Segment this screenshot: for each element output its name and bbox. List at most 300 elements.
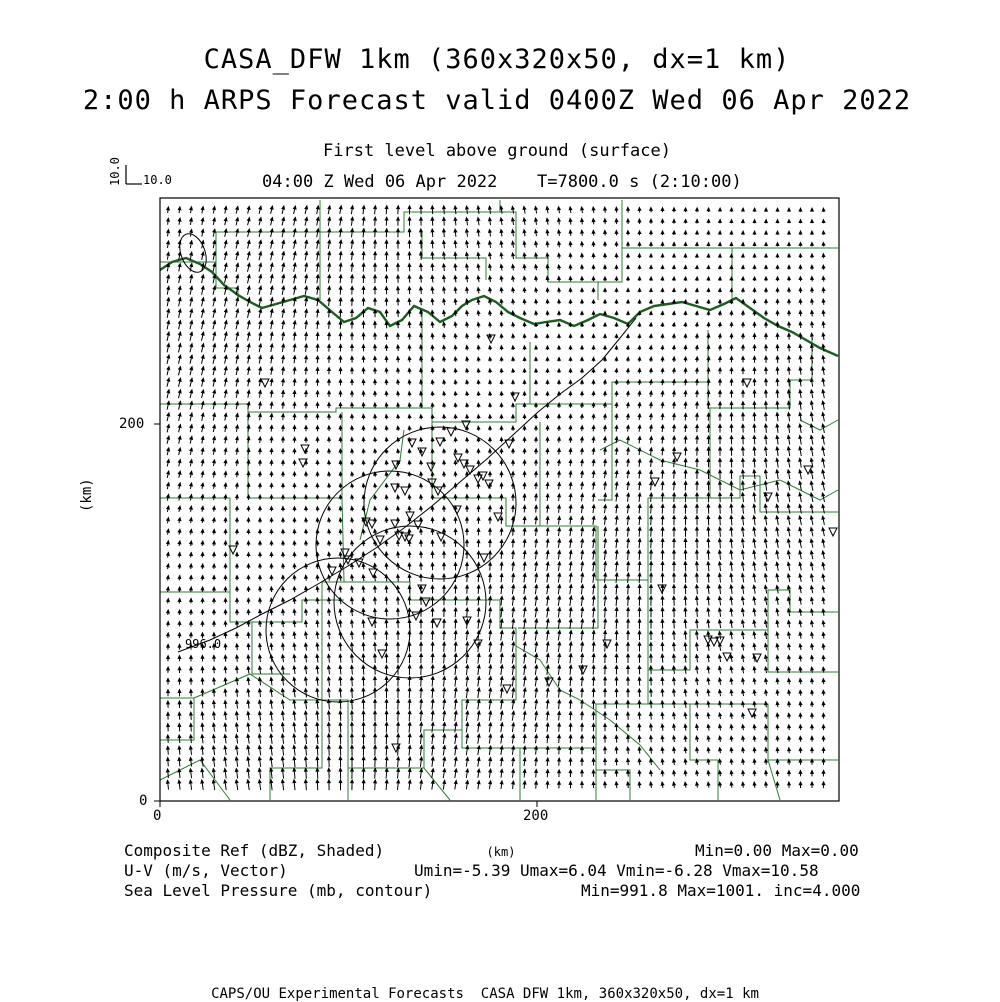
wind-vector-head — [489, 608, 492, 611]
wind-vector-head — [822, 208, 825, 211]
wind-vector-head — [788, 413, 791, 416]
wind-vector-head — [799, 322, 802, 325]
wind-vector-head — [236, 367, 239, 370]
wind-vector-head — [753, 504, 756, 507]
wind-vector-head — [569, 654, 572, 657]
wind-vector-head — [202, 309, 205, 312]
wind-vector-head — [661, 527, 664, 530]
wind-vector-head — [523, 574, 526, 577]
wind-vector-head — [673, 493, 676, 496]
wind-vector-head — [535, 218, 538, 221]
wind-vector-head — [167, 599, 170, 602]
wind-vector-head — [500, 323, 503, 326]
wind-vector-head — [178, 448, 181, 451]
wind-vector-head — [776, 254, 779, 257]
wind-vector-head — [638, 403, 641, 406]
wind-vector-head — [661, 689, 664, 692]
wind-vector-head — [305, 379, 308, 382]
wind-vector-head — [247, 587, 250, 590]
wind-vector-head — [397, 368, 400, 371]
wind-vector-head — [822, 656, 825, 659]
wind-vector-head — [569, 335, 572, 338]
wind-vector-head — [753, 493, 756, 496]
wind-vector-head — [661, 266, 664, 269]
wind-vector-head — [466, 380, 469, 383]
wind-vector-head — [259, 484, 262, 487]
wind-vector-head — [294, 240, 297, 243]
wind-vector-head — [247, 507, 250, 510]
wind-vector-head — [454, 654, 457, 657]
wind-vector-head — [719, 655, 722, 658]
wind-vector-head — [581, 608, 584, 611]
wind-vector-head — [799, 481, 802, 484]
wind-vector-head — [190, 436, 193, 439]
wind-vector-head — [742, 277, 745, 280]
wind-vector-head — [742, 243, 745, 246]
wind-vector-head — [730, 585, 733, 588]
wind-vector-head — [454, 252, 457, 255]
wind-vector-head — [558, 539, 561, 542]
wind-vector-head — [684, 666, 687, 669]
wind-vector-head — [224, 655, 227, 658]
wind-vector-head — [167, 367, 170, 370]
wind-vector-head — [316, 344, 319, 347]
wind-vector-head — [328, 598, 331, 601]
wind-vector-head — [811, 367, 814, 370]
wind-vector-head — [454, 574, 457, 577]
wind-vector-head — [408, 229, 411, 232]
wind-vector-head — [684, 436, 687, 439]
wind-vector-head — [247, 667, 250, 670]
wind-vector-head — [673, 312, 676, 315]
wind-vector-head — [339, 298, 342, 301]
wind-vector-head — [408, 688, 411, 691]
wind-vector-head — [351, 310, 354, 313]
wind-vector-head — [569, 494, 572, 497]
wind-vector-head — [374, 426, 377, 429]
wind-vector-head — [385, 415, 388, 418]
wind-vector-head — [673, 436, 676, 439]
wind-vector-head — [316, 553, 319, 556]
wind-vector-head — [270, 414, 273, 417]
wind-vector-head — [247, 367, 250, 370]
wind-vector-head — [547, 631, 550, 634]
wind-vector-head — [742, 690, 745, 693]
wind-vector-head — [742, 574, 745, 577]
wind-vector-head — [259, 576, 262, 579]
wind-vector-head — [569, 689, 572, 692]
wind-vector-head — [512, 562, 515, 565]
wind-vector-head — [822, 254, 825, 257]
wind-vector-head — [822, 586, 825, 589]
wind-vector-head — [661, 482, 664, 485]
wind-vector-head — [213, 610, 216, 613]
wind-vector-head — [604, 300, 607, 303]
wind-vector-head — [385, 597, 388, 600]
wind-vector-head — [190, 541, 193, 544]
wind-vector-head — [719, 413, 722, 416]
wind-vector-head — [627, 357, 630, 360]
wind-vector-head — [385, 484, 388, 487]
wind-vector-head — [167, 506, 170, 509]
wind-vector-head — [328, 206, 331, 209]
wind-vector-head — [615, 596, 618, 599]
wind-vector-head — [661, 334, 664, 337]
wind-vector-head — [546, 505, 549, 508]
wind-vector-head — [753, 390, 756, 393]
wind-vector-head — [431, 540, 434, 543]
wind-vector-head — [167, 309, 170, 312]
wind-vector-head — [512, 619, 515, 622]
wind-vector-head — [627, 505, 630, 508]
wind-vector-head — [776, 574, 779, 577]
wind-vector-head — [707, 493, 710, 496]
wind-vector-head — [615, 357, 618, 360]
wind-vector-head — [293, 309, 296, 312]
wind-vector-head — [615, 346, 618, 349]
wind-vector-head — [431, 369, 434, 372]
wind-vector-head — [650, 654, 653, 657]
wind-vector-head — [650, 482, 653, 485]
wind-vector-head — [316, 518, 319, 521]
wind-vector-head — [684, 690, 687, 693]
wind-vector-head — [270, 449, 273, 452]
wind-vector-head — [167, 656, 170, 659]
wind-vector-head — [362, 287, 365, 290]
wind-vector-head — [316, 530, 319, 533]
wind-vector-head — [742, 266, 745, 269]
wind-vector-head — [581, 277, 584, 280]
wind-vector-head — [270, 507, 273, 510]
wind-vector-head — [339, 666, 342, 669]
wind-vector-head — [236, 229, 239, 232]
wind-vector-head — [776, 208, 779, 211]
wind-vector-head — [362, 403, 365, 406]
wind-vector-head — [385, 643, 388, 646]
wind-vector-head — [293, 541, 296, 544]
wind-vector-head — [535, 619, 538, 622]
wind-vector-head — [512, 472, 515, 475]
wind-vector-head — [190, 286, 193, 289]
wind-vector-head — [500, 438, 503, 441]
wind-vector-head — [248, 263, 251, 266]
wind-vector-head — [224, 587, 227, 590]
wind-vector-head — [179, 286, 182, 289]
wind-vector-head — [408, 575, 411, 578]
wind-vector-head — [650, 277, 653, 280]
wind-vector-head — [201, 553, 204, 556]
wind-vector-head — [316, 507, 319, 510]
wind-vector-head — [236, 472, 239, 475]
wind-vector-head — [822, 413, 825, 416]
wind-vector-head — [799, 574, 802, 577]
wind-vector-head — [167, 448, 170, 451]
wind-vector-head — [776, 644, 779, 647]
wind-vector-head — [730, 481, 733, 484]
wind-vector-head — [627, 289, 630, 292]
wind-vector-head — [558, 517, 561, 520]
wind-vector-head — [650, 619, 653, 622]
wind-vector-head — [753, 516, 756, 519]
wind-vector-head — [466, 334, 469, 337]
wind-vector-head — [684, 562, 687, 565]
wind-vector-head — [190, 355, 193, 358]
wind-vector-head — [811, 288, 814, 291]
wind-vector-head — [730, 243, 733, 246]
wind-vector-head — [811, 656, 814, 659]
wind-vector-head — [328, 263, 331, 266]
wind-vector-head — [604, 608, 607, 611]
wind-vector-head — [305, 632, 308, 635]
wind-vector-head — [317, 252, 320, 255]
wind-vector-head — [293, 621, 296, 624]
wind-vector-head — [535, 277, 538, 280]
wind-vector-head — [397, 609, 400, 612]
wind-vector-head — [719, 368, 722, 371]
wind-vector-head — [397, 310, 400, 313]
wind-vector-head — [719, 266, 722, 269]
wind-vector-head — [477, 631, 480, 634]
wind-vector-head — [799, 379, 802, 382]
wind-vector-head — [362, 609, 365, 612]
wind-vector-head — [776, 367, 779, 370]
wind-vector-head — [201, 667, 204, 670]
wind-vector-head — [811, 322, 814, 325]
wind-vector-head — [167, 332, 170, 335]
wind-vector-head — [374, 206, 377, 209]
wind-vector-head — [225, 241, 228, 244]
wind-vector-head — [500, 288, 503, 291]
wind-vector-head — [270, 402, 273, 405]
wind-vector-head — [650, 562, 653, 565]
wind-vector-head — [271, 275, 274, 278]
wind-vector-head — [454, 585, 457, 588]
wind-vector-head — [638, 231, 641, 234]
wind-vector-head — [581, 516, 584, 519]
wind-vector-head — [190, 309, 193, 312]
wind-vector-head — [443, 574, 446, 577]
wind-vector-head — [523, 415, 526, 418]
wind-vector-head — [811, 401, 814, 404]
wind-vector-head — [236, 332, 239, 335]
wind-vector-head — [799, 447, 802, 450]
wind-vector-head — [339, 356, 342, 359]
wind-vector-head — [466, 597, 469, 600]
wind-vector-head — [247, 390, 250, 393]
wind-vector-head — [673, 219, 676, 222]
wind-vector-head — [178, 610, 181, 613]
wind-vector-head — [661, 678, 664, 681]
wind-vector-head — [638, 471, 641, 474]
wind-vector-head — [225, 309, 228, 312]
wind-vector-head — [477, 483, 480, 486]
wind-vector-head — [523, 449, 526, 452]
wind-vector-head — [293, 677, 296, 680]
wind-vector-head — [201, 207, 204, 210]
wind-vector-head — [454, 461, 457, 464]
wind-vector-head — [776, 458, 779, 461]
wind-vector-head — [765, 574, 768, 577]
wind-vector-head — [466, 563, 469, 566]
wind-vector-head — [178, 207, 181, 210]
wind-vector-head — [684, 678, 687, 681]
wind-vector-head — [684, 346, 687, 349]
wind-vector-head — [190, 460, 193, 463]
wind-vector-head — [454, 346, 457, 349]
wind-vector-head — [730, 504, 733, 507]
wind-vector-head — [799, 424, 802, 427]
wind-vector-head — [408, 552, 411, 555]
wind-vector-head — [592, 631, 595, 634]
wind-vector-head — [224, 495, 227, 498]
wind-vector-head — [362, 275, 365, 278]
wind-vector-head — [225, 252, 228, 255]
x-tick-200: 200 — [523, 809, 548, 823]
wind-vector-head — [788, 562, 791, 565]
wind-vector-head — [420, 415, 423, 418]
wind-vector-head — [673, 620, 676, 623]
wind-vector-head — [454, 206, 457, 209]
wind-vector-head — [684, 231, 687, 234]
wind-vector-head — [684, 459, 687, 462]
wind-vector-head — [673, 289, 676, 292]
wind-vector-head — [811, 333, 814, 336]
wind-vector-head — [822, 424, 825, 427]
wind-vector-head — [270, 541, 273, 544]
wind-vector-head — [742, 300, 745, 303]
vector-key-vertical-label: 10.0 — [109, 157, 121, 186]
wind-vector-head — [788, 632, 791, 635]
wind-vector-head — [454, 495, 457, 498]
wind-vector-head — [397, 495, 400, 498]
wind-vector-head — [190, 321, 193, 324]
wind-vector-head — [684, 631, 687, 634]
wind-vector-head — [294, 252, 297, 255]
wind-vector-head — [305, 495, 308, 498]
wind-vector-head — [351, 356, 354, 359]
wind-vector-head — [431, 438, 434, 441]
wind-vector-head — [477, 449, 480, 452]
wind-vector-head — [512, 311, 515, 314]
wind-vector-head — [765, 208, 768, 211]
wind-vector-head — [454, 449, 457, 452]
wind-vector-head — [546, 539, 549, 542]
wind-vector-head — [650, 689, 653, 692]
wind-vector-head — [305, 356, 308, 359]
wind-vector-head — [443, 229, 446, 232]
wind-vector-head — [673, 459, 676, 462]
wind-vector-head — [489, 241, 492, 244]
wind-vector-head — [466, 357, 469, 360]
wind-vector-head — [787, 504, 790, 507]
wind-vector-head — [454, 218, 457, 221]
wind-vector-head — [408, 357, 411, 360]
wind-vector-head — [466, 392, 469, 395]
wind-vector-head — [489, 253, 492, 256]
wind-vector-head — [213, 495, 216, 498]
wind-vector-head — [765, 390, 768, 393]
wind-vector-head — [696, 459, 699, 462]
wind-vector-head — [765, 632, 768, 635]
wind-vector-head — [385, 518, 388, 521]
wind-vector-head — [213, 564, 216, 567]
wind-vector-head — [810, 493, 813, 496]
wind-vector-head — [236, 587, 239, 590]
wind-vector-head — [684, 596, 687, 599]
wind-vector-head — [408, 426, 411, 429]
wind-vector-head — [270, 564, 273, 567]
wind-vector-head — [569, 426, 572, 429]
wind-vector-head — [673, 573, 676, 576]
wind-vector-head — [397, 380, 400, 383]
wind-vector-head — [604, 254, 607, 257]
wind-vector-head — [201, 425, 204, 428]
wind-vector-head — [650, 596, 653, 599]
wind-vector-head — [167, 218, 170, 221]
wind-vector-head — [719, 220, 722, 223]
wind-vector-head — [339, 632, 342, 635]
wind-vector-head — [478, 688, 481, 691]
wind-vector-head — [696, 289, 699, 292]
wind-vector-head — [328, 368, 331, 371]
wind-vector-head — [431, 206, 434, 209]
wind-vector-head — [178, 564, 181, 567]
wind-vector-head — [638, 689, 641, 692]
wind-vector-head — [650, 334, 653, 337]
wind-vector-head — [627, 391, 630, 394]
wind-vector-head — [443, 357, 446, 360]
wind-vector-head — [351, 333, 354, 336]
wind-vector-head — [523, 218, 526, 221]
wind-vector-head — [512, 369, 515, 372]
wind-vector-head — [707, 220, 710, 223]
wind-vector-head — [742, 632, 745, 635]
wind-vector-head — [765, 311, 768, 314]
wind-vector-head — [558, 551, 561, 554]
wind-vector-head — [742, 609, 745, 612]
wind-vector-head — [466, 264, 469, 267]
wind-vector-head — [753, 231, 756, 234]
wind-vector-head — [305, 677, 308, 680]
wind-vector-head — [374, 643, 377, 646]
wind-vector-head — [638, 219, 641, 222]
wind-vector-head — [236, 355, 239, 358]
wind-vector-head — [742, 678, 745, 681]
wind-vector-head — [225, 390, 228, 393]
wind-vector-head — [523, 323, 526, 326]
wind-vector-head — [167, 275, 170, 278]
wind-vector-head — [466, 677, 469, 680]
wind-vector-head — [282, 275, 285, 278]
wind-vector-head — [316, 379, 319, 382]
wind-vector-head — [822, 667, 825, 670]
wind-vector-head — [742, 644, 745, 647]
wind-vector-head — [696, 425, 699, 428]
wind-vector-head — [661, 619, 664, 622]
wind-vector-head — [397, 472, 400, 475]
wind-vector-head — [627, 346, 630, 349]
wind-vector-head — [328, 217, 331, 220]
wind-vector-head — [799, 436, 802, 439]
wind-vector-head — [638, 631, 641, 634]
wind-vector-head — [765, 655, 768, 658]
wind-vector-head — [282, 391, 285, 394]
wind-vector-head — [787, 516, 790, 519]
wind-vector-head — [615, 459, 618, 462]
wind-vector-head — [638, 505, 641, 508]
wind-vector-head — [661, 643, 664, 646]
wind-vector-head — [213, 355, 216, 358]
